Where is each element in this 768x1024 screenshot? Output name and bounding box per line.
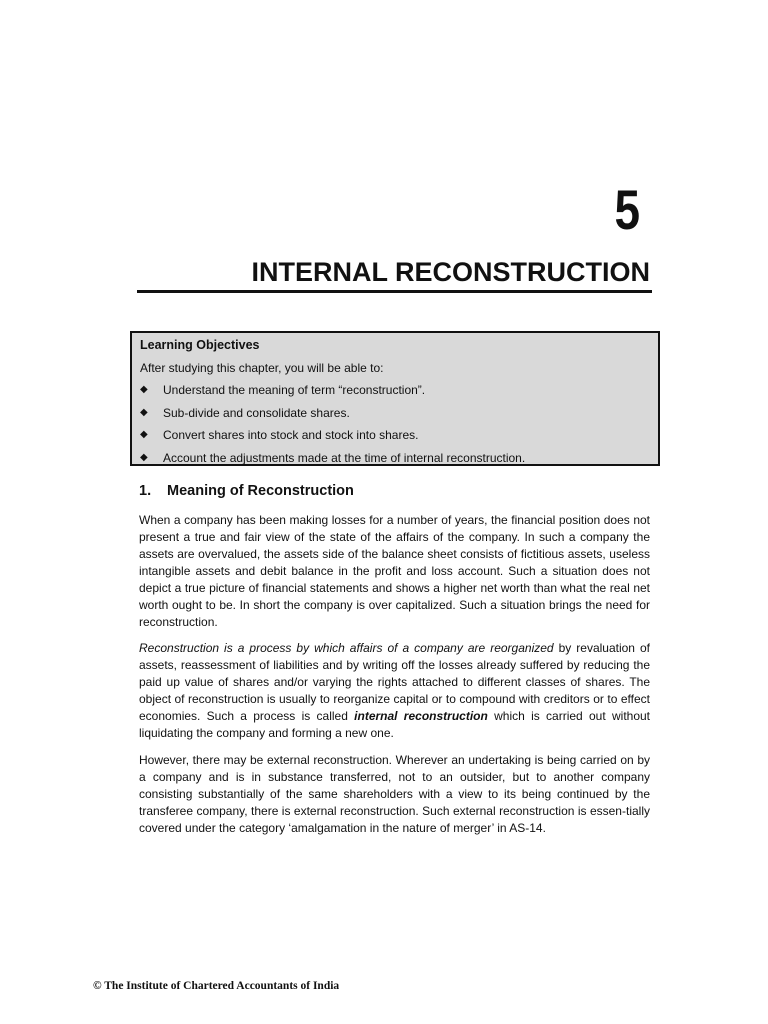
title-underline bbox=[137, 290, 652, 293]
paragraph-2 bbox=[139, 640, 650, 742]
list-item bbox=[140, 405, 650, 428]
paragraph-2-text-b: which is carried out without liquidating the company and forming a new one. bbox=[139, 709, 651, 740]
learning-objectives-list bbox=[140, 382, 650, 472]
learning-objectives-heading: Learning Objectives bbox=[140, 338, 260, 352]
list-item bbox=[140, 382, 650, 405]
learning-objectives-intro: After studying this chapter, you will be able to: bbox=[140, 361, 384, 375]
paragraph-3: However, there may be external reconstruction. Wherever an undertaking is being carried on by a company and is in substance transferred, not to an outsider, but to another company consisting substantially of the same shareholders with a view to its being continued by the transferee company, there is external reconstruction. Such external reconstruction is essen-tially covered under the category ‘amalgamation in the nature of merger’ in AS-14. bbox=[139, 753, 650, 835]
objective-text: Convert shares into stock and stock into shares. bbox=[163, 428, 419, 442]
chapter-number: 5 bbox=[614, 178, 640, 241]
section-title: Meaning of Reconstruction bbox=[167, 483, 354, 499]
definition-text: Reconstruction is a process by which affairs of a company are reorganized bbox=[139, 641, 554, 655]
objective-text: Understand the meaning of term “reconstruction”. bbox=[163, 383, 426, 397]
objective-text: Sub-divide and consolidate shares. bbox=[163, 405, 350, 420]
objective-text: Account the adjustments made at the time of internal reconstruction. bbox=[163, 450, 526, 465]
list-item bbox=[140, 427, 650, 450]
key-term: internal reconstruction bbox=[354, 709, 488, 723]
section-number: 1. bbox=[139, 483, 152, 499]
footer-copyright: © The Institute of Chartered Accountants of India bbox=[93, 980, 340, 992]
diamond-bullet-icon: ◆ bbox=[140, 384, 148, 395]
diamond-bullet-icon: ◆ bbox=[140, 451, 148, 463]
learning-objectives-box bbox=[130, 331, 660, 466]
diamond-bullet-icon: ◆ bbox=[140, 406, 148, 418]
paragraph-1: When a company has been making losses for a number of years, the financial position does not present a true and fair view of the state of the affairs of the company. In such a company the assets are overvalued, the assets side of the balance sheet consists of fictitious assets, useless intangible assets and debit balance in the profit and loss account. Such a situation does not depict a true picture of financial statements and shows a higher net worth than what the real net worth ought to be. In short the company is over capitalized. Such a situation brings the need for reconstruction. bbox=[139, 513, 650, 629]
list-item bbox=[140, 450, 650, 473]
section-heading bbox=[139, 482, 354, 500]
diamond-bullet-icon: ◆ bbox=[140, 429, 148, 440]
chapter-title: INTERNAL RECONSTRUCTION bbox=[251, 257, 650, 287]
paragraph-2-text-a: by revaluation of assets, reassessment of liabilities and by writing off the losses already suffered by reducing the paid up value of shares and/or varying the rights attached to different classes of shares. The object of reconstruction is usually to reorganize capital or to compound with creditors or to effect economies. Such a process is called bbox=[139, 641, 650, 723]
